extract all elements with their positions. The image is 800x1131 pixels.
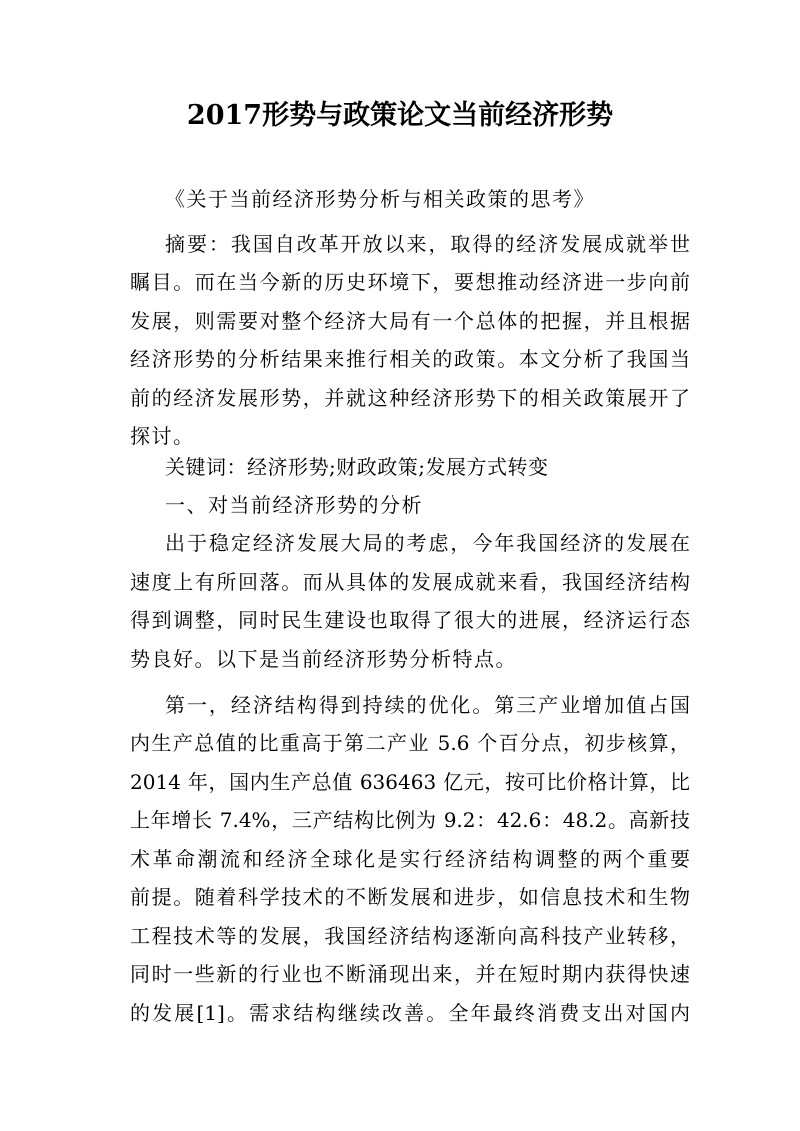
abstract-line: 前的经济发展形势，并就这种经济形势下的相关政策展开了	[130, 386, 690, 410]
paragraph-line: 出于稳定经济发展大局的考虑，今年我国经济的发展在	[165, 531, 690, 555]
paragraph-line: 得到调整，同时民生建设也取得了很大的进展，经济运行态	[130, 608, 690, 632]
paragraph-line: 的发展[1]。需求结构继续改善。全年最终消费支出对国内	[130, 1001, 690, 1025]
abstract-line: 摘要：我国自改革开放以来，取得的经济发展成就举世	[165, 232, 690, 256]
paragraph-line: 工程技术等的发展，我国经济结构逐渐向高科技产业转移，	[130, 924, 690, 948]
article-citation: 《关于当前经济形势分析与相关政策的思考》	[165, 187, 595, 211]
paragraph-line: 势良好。以下是当前经济形势分析特点。	[130, 647, 517, 671]
paragraph-line: 前提。随着科学技术的不断发展和进步，如信息技术和生物	[130, 885, 690, 909]
document-title: 2017形势与政策论文当前经济形势	[186, 100, 614, 131]
abstract-line: 探讨。	[130, 424, 195, 448]
paragraph-line: 第一，经济结构得到持续的优化。第三产业增加值占国	[165, 693, 690, 717]
abstract-line: 发展，则需要对整个经济大局有一个总体的把握，并且根据	[130, 309, 690, 333]
paragraph-line: 速度上有所回落。而从具体的发展成就来看，我国经济结构	[130, 570, 690, 594]
paragraph-line: 上年增长 7.4%，三产结构比例为 9.2：42.6：48.2。高新技	[130, 808, 690, 832]
paragraph-line: 内生产总值的比重高于第二产业 5.6 个百分点，初步核算，	[130, 731, 690, 755]
paragraph-line: 2014 年，国内生产总值 636463 亿元，按可比价格计算，比	[130, 770, 690, 794]
section-heading: 一、对当前经济形势的分析	[165, 493, 423, 517]
abstract-line: 经济形势的分析结果来推行相关的政策。本文分析了我国当	[130, 347, 690, 371]
keywords-line: 关键词：经济形势;财政政策;发展方式转变	[165, 455, 549, 479]
abstract-line: 瞩目。而在当今新的历史环境下，要想推动经济进一步向前	[130, 270, 690, 294]
paragraph-line: 术革命潮流和经济全球化是实行经济结构调整的两个重要	[130, 847, 690, 871]
paragraph-line: 同时一些新的行业也不断涌现出来，并在短时期内获得快速	[130, 962, 690, 986]
